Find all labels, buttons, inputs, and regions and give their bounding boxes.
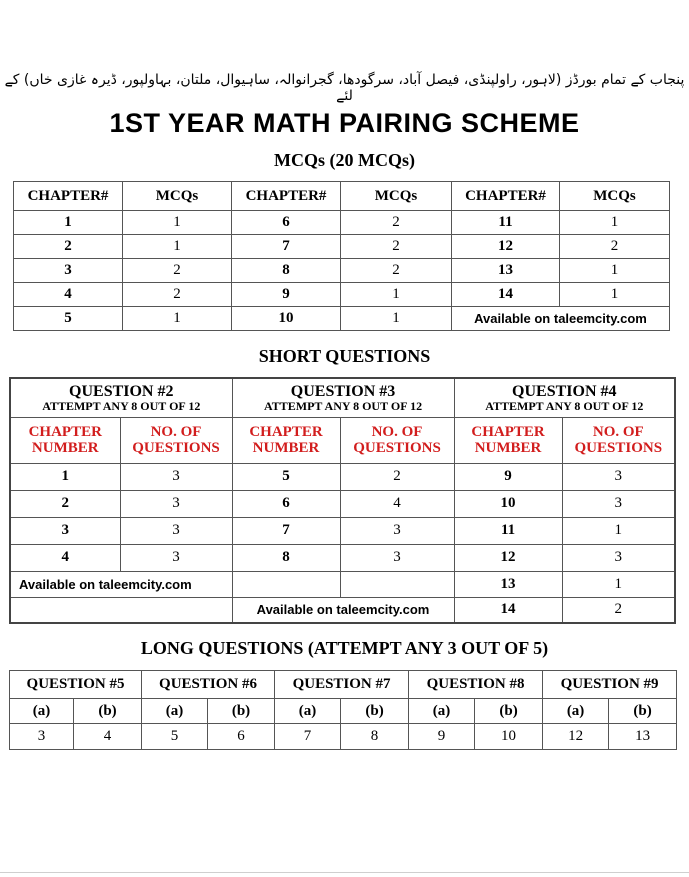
chapter-cell: 10 xyxy=(232,307,341,331)
chapter-cell: 14 xyxy=(454,597,562,623)
chapter-cell: 6 xyxy=(208,724,275,750)
chapter-cell: 5 xyxy=(14,307,123,331)
question-count-cell: 3 xyxy=(340,544,454,571)
chapter-cell: 9 xyxy=(454,463,562,490)
mcq-col-chapter: CHAPTER# xyxy=(452,182,560,211)
table-row xyxy=(14,259,670,283)
chapter-cell: 12 xyxy=(543,724,609,750)
website-credit: Available on taleemcity.com xyxy=(232,597,454,623)
table-row xyxy=(10,544,675,571)
question-count-cell: 3 xyxy=(120,517,232,544)
chapter-cell: 9 xyxy=(409,724,475,750)
mcq-count-cell: 2 xyxy=(123,283,232,307)
question-count-cell: 3 xyxy=(562,490,675,517)
question-4-instruction: ATTEMPT ANY 8 OUT OF 12 xyxy=(485,398,644,413)
mcq-table xyxy=(13,181,670,331)
question-count-cell: 2 xyxy=(340,463,454,490)
mcq-count-cell: 2 xyxy=(341,259,452,283)
chapter-cell: 10 xyxy=(475,724,543,750)
long-part-row xyxy=(10,699,677,724)
chapter-cell: 8 xyxy=(341,724,409,750)
chapter-cell: 3 xyxy=(10,517,120,544)
mcq-count-cell: 1 xyxy=(123,235,232,259)
mcq-count-cell: 2 xyxy=(560,235,670,259)
chapter-cell: 8 xyxy=(232,259,341,283)
chapter-cell: 4 xyxy=(74,724,142,750)
long-questions-table xyxy=(9,670,677,750)
question-count-cell: 2 xyxy=(562,597,675,623)
question-2-instruction: ATTEMPT ANY 8 OUT OF 12 xyxy=(42,398,201,413)
part-a-label: (a) xyxy=(275,699,341,724)
chapter-cell: 4 xyxy=(14,283,123,307)
chapter-cell: 8 xyxy=(232,544,340,571)
question-2-title: QUESTION #2 xyxy=(69,382,174,400)
chapter-cell: 1 xyxy=(14,211,123,235)
mcq-count-cell: 2 xyxy=(123,259,232,283)
short-questions-table xyxy=(9,377,676,624)
mcq-section-title: MCQs (20 MCQs) xyxy=(274,150,415,170)
question-9-header: QUESTION #9 xyxy=(543,671,677,699)
chapter-cell: 12 xyxy=(454,544,562,571)
table-row xyxy=(10,571,675,597)
part-b-label: (b) xyxy=(609,699,677,724)
long-question-header-row xyxy=(10,671,677,699)
table-row xyxy=(10,597,675,623)
part-a-label: (a) xyxy=(543,699,609,724)
table-row xyxy=(14,307,670,331)
long-section-title: LONG QUESTIONS (ATTEMPT ANY 3 OUT OF 5) xyxy=(140,638,549,658)
mcq-count-cell: 1 xyxy=(341,307,452,331)
part-b-label: (b) xyxy=(475,699,543,724)
chapter-number-header: CHAPTER NUMBER xyxy=(232,417,340,463)
question-count-cell: 3 xyxy=(562,544,675,571)
urdu-boards-line: پنجاب کے تمام بورڈز (لاہور، راولپنڈی، فیصل آباد، سرگودھا، گجرانوالہ، ساہیوال، ملتان، بہاولپور، ڈیرہ غازی خاں) کے لئے xyxy=(4,72,685,104)
chapter-cell: 11 xyxy=(454,517,562,544)
mcq-count-cell: 1 xyxy=(123,211,232,235)
table-row xyxy=(10,463,675,490)
mcq-count-cell: 1 xyxy=(560,211,670,235)
part-b-label: (b) xyxy=(208,699,275,724)
question-count-cell: 3 xyxy=(120,463,232,490)
table-row xyxy=(14,235,670,259)
short-question-header-row xyxy=(10,378,675,417)
table-row xyxy=(14,211,670,235)
mcq-col-mcqs: MCQs xyxy=(123,182,232,211)
mcq-col-mcqs: MCQs xyxy=(560,182,670,211)
question-count-cell: 1 xyxy=(562,517,675,544)
chapter-cell: 7 xyxy=(232,235,341,259)
chapter-cell: 10 xyxy=(454,490,562,517)
no-of-questions-header: NO. OF QUESTIONS xyxy=(562,417,675,463)
chapter-cell: 7 xyxy=(232,517,340,544)
mcq-count-cell: 1 xyxy=(341,283,452,307)
question-3-header xyxy=(232,378,454,417)
chapter-cell: 6 xyxy=(232,490,340,517)
mcq-col-mcqs: MCQs xyxy=(341,182,452,211)
chapter-cell: 13 xyxy=(609,724,677,750)
question-count-cell: 3 xyxy=(562,463,675,490)
part-a-label: (a) xyxy=(142,699,208,724)
no-of-questions-header: NO. OF QUESTIONS xyxy=(120,417,232,463)
question-count-cell: 3 xyxy=(340,517,454,544)
chapter-cell: 12 xyxy=(452,235,560,259)
short-section-title: SHORT QUESTIONS xyxy=(258,346,431,366)
question-count-cell: 3 xyxy=(120,544,232,571)
mcq-count-cell: 1 xyxy=(560,259,670,283)
mcq-count-cell: 2 xyxy=(341,235,452,259)
question-7-header: QUESTION #7 xyxy=(275,671,409,699)
question-4-title: QUESTION #4 xyxy=(512,382,617,400)
question-3-instruction: ATTEMPT ANY 8 OUT OF 12 xyxy=(263,398,423,413)
chapter-cell: 11 xyxy=(452,211,560,235)
mcq-count-cell: 1 xyxy=(560,283,670,307)
table-row xyxy=(14,283,670,307)
table-row xyxy=(10,490,675,517)
chapter-cell: 14 xyxy=(452,283,560,307)
part-a-label: (a) xyxy=(409,699,475,724)
question-2-header xyxy=(10,378,232,417)
mcq-col-chapter: CHAPTER# xyxy=(14,182,123,211)
question-3-title: QUESTION #3 xyxy=(290,382,396,400)
chapter-cell: 2 xyxy=(14,235,123,259)
empty-cell xyxy=(232,571,340,597)
page-title: 1ST YEAR MATH PAIRING SCHEME xyxy=(109,108,580,138)
empty-cell xyxy=(10,597,232,623)
part-b-label: (b) xyxy=(74,699,142,724)
chapter-cell: 7 xyxy=(275,724,341,750)
chapter-cell: 3 xyxy=(10,724,74,750)
question-count-cell: 1 xyxy=(562,571,675,597)
question-count-cell: 4 xyxy=(340,490,454,517)
chapter-cell: 9 xyxy=(232,283,341,307)
long-chapter-row xyxy=(10,724,677,750)
bottom-divider xyxy=(0,872,689,873)
part-a-label: (a) xyxy=(10,699,74,724)
question-count-cell: 3 xyxy=(120,490,232,517)
chapter-cell: 13 xyxy=(452,259,560,283)
chapter-cell: 5 xyxy=(232,463,340,490)
chapter-cell: 6 xyxy=(232,211,341,235)
website-credit: Available on taleemcity.com xyxy=(10,571,232,597)
short-column-header-row xyxy=(10,417,675,463)
table-row xyxy=(10,517,675,544)
chapter-cell: 5 xyxy=(142,724,208,750)
mcq-header-row xyxy=(14,182,670,211)
empty-cell xyxy=(340,571,454,597)
chapter-number-header: CHAPTER NUMBER xyxy=(10,417,120,463)
chapter-number-header: CHAPTER NUMBER xyxy=(454,417,562,463)
chapter-cell: 13 xyxy=(454,571,562,597)
chapter-cell: 2 xyxy=(10,490,120,517)
mcq-count-cell: 2 xyxy=(341,211,452,235)
no-of-questions-header: NO. OF QUESTIONS xyxy=(340,417,454,463)
question-5-header: QUESTION #5 xyxy=(10,671,142,699)
chapter-cell: 4 xyxy=(10,544,120,571)
website-credit: Available on taleemcity.com xyxy=(452,307,670,331)
chapter-cell: 3 xyxy=(14,259,123,283)
question-6-header: QUESTION #6 xyxy=(142,671,275,699)
mcq-count-cell: 1 xyxy=(123,307,232,331)
mcq-col-chapter: CHAPTER# xyxy=(232,182,341,211)
part-b-label: (b) xyxy=(341,699,409,724)
question-4-header xyxy=(454,378,675,417)
chapter-cell: 1 xyxy=(10,463,120,490)
question-8-header: QUESTION #8 xyxy=(409,671,543,699)
